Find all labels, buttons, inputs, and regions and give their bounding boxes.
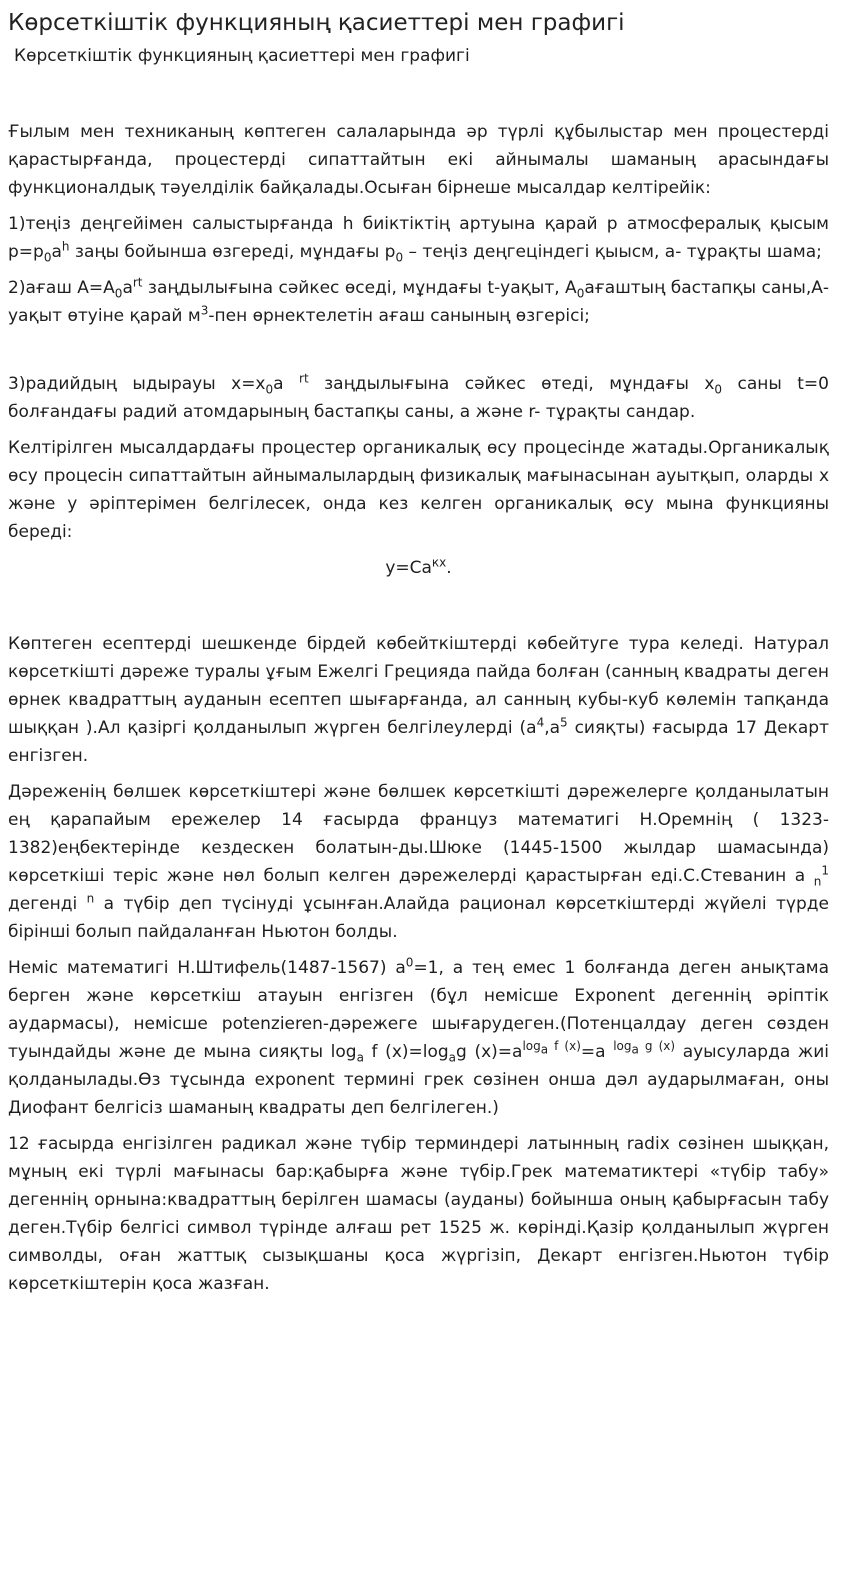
paragraph-history-stifel: Неміс математигі Н.Штифель(1487-1567) $a^0=1$, a тең емес 1 болғанда деген анықтама берген және көрсеткіш атауын енгізген (бұл немісше Exponent дегеннің әріптік аудармасы), немісше potenzieren-дәрежеге шығарудеген.(Потенцалдау деген сөзден туындайды және де мына сияқты $\log_a f$ $(x)=\log_ag$ $(x)=a^{log_a f (x)}=a$ $^{log_a g (x)}$ ауысуларда жиі қолданылады.Өз тұсында exponent термині грек сөзінен онша дәл аударылмаған, оны Диофант белгісіз шаманың квадраты деп белгілеген.) [8,955,830,1118]
paragraph-example-1: 1)теңіз деңгейімен салыстырғанда h биіктіктің артуына қарай p атмосфералық қысым $p=p_0a^h$ заңы бойынша өзгереді, мұндағы $p_0$ – теңіз деңгеціндегі қыысм, a- тұрақты шама; [8,214,829,265]
paragraph-example-3: 3)радийдың ыдырауы $x=x_0a$ $^{rt}$ заңдылығына сәйкес өтеді, мұндағы $x_0$ саны t=0 болғандағы радий атомдарының бастапқы саны, a және r- тұрақты сандар. [8,371,829,422]
paragraph-history-radix: 12 ғасырда енгізілген радикал және түбір терминдері латынның radix сөзінен шыққан, мұның екі түрлі мағынасы бар:қабырға және түбір.Грек математиктері «түбір табу» дегеннің орнына:квадраттың берілген шамасы (ауданы) бойынша оның қабырғасын табу деген.Түбір белгісі символ түрінде алғаш рет 1525 ж. көрінді.Қазір қолданылып жүрген символды, оған жаттық сызықшаны қоса жүргізіп, Декарт енгізген.Ньютон түбір көрсеткіштерін қоса жазған. [8,1134,829,1294]
paragraph-history-greece: Көптеген есептерді шешкенде бірдей көбейткіштерді көбейтуге тура келеді. Натурал көрсеткішті дәреже туралы ұғым Ежелгі Грецияда пайда болған (санның квадраты деген өрнек квадраттың ауданын есептеп шығарғанда, ал санның кубы-куб көлемін тапқанда шыққан ).Ал қазіргі қолданылып жүрген белгілеулерді ($a^4,a^5$ сияқты) ғасырда 17 Декарт енгізген. [8,634,829,766]
paragraph-history-oresme: Дәреженің бөлшек көрсеткіштері және бөлшек көрсеткішті дәрежелерге қолданылатын ең қарапайым ережелер 14 ғасырда француз математигі Н.Оремнің ( 1323-1382)еңбектерінде кездескен болатын-ды.Шюке (1445-1500 жылдар шамасында) көрсеткіші теріс және нөл болып келген дәрежелерді қарастырған еді.С.Стеванин a $_n^1$ дегенді $^n$ a түбір деп түсінуді ұсынған.Алайда рационал көрсеткіштерді жүйелі түрде бірінші болып пайдаланған Ньютон болды. [8,782,829,942]
paragraph-intro: Ғылым мен техниканың көптеген салаларында әр түрлі құбылыстар мен процестерді қарастырғанда, процестерді сипаттайтын екі айнымалы шаманың арасындағы функционалдық тәуелділік байқалады.Осыған бірнеше мысалдар келтірейік: [8,122,829,198]
page-title: Көрсеткіштік функцияның қасиеттері мен графигі [8,10,625,36]
paragraph-example-2: 2)ағаш $А=A_0a^{rt}$ заңдылығына сәйкес өседі, мұндағы t-уақыт, $A_0ағаштың$ бастапқы саны,А- уақыт өтуіне қарай $м^3$-пен өрнектелетін ағаш санының өзгерісі; [8,275,829,326]
paragraph-organic-growth: Келтірілген мысалдардағы процестер органикалық өсу процесінде жатады.Органикалық өсу процесін сипаттайтын айнымалылардың физикалық мағынасынан ауытқып, оларды x және y әріптерімен белгілесек, онда кез келген органикалық өсу мына функцияны береді: [8,438,829,542]
page-subtitle: Көрсеткіштік функцияның қасиеттері мен графигі [14,46,470,66]
formula: $y=Ca^{кx}$. [385,555,452,578]
